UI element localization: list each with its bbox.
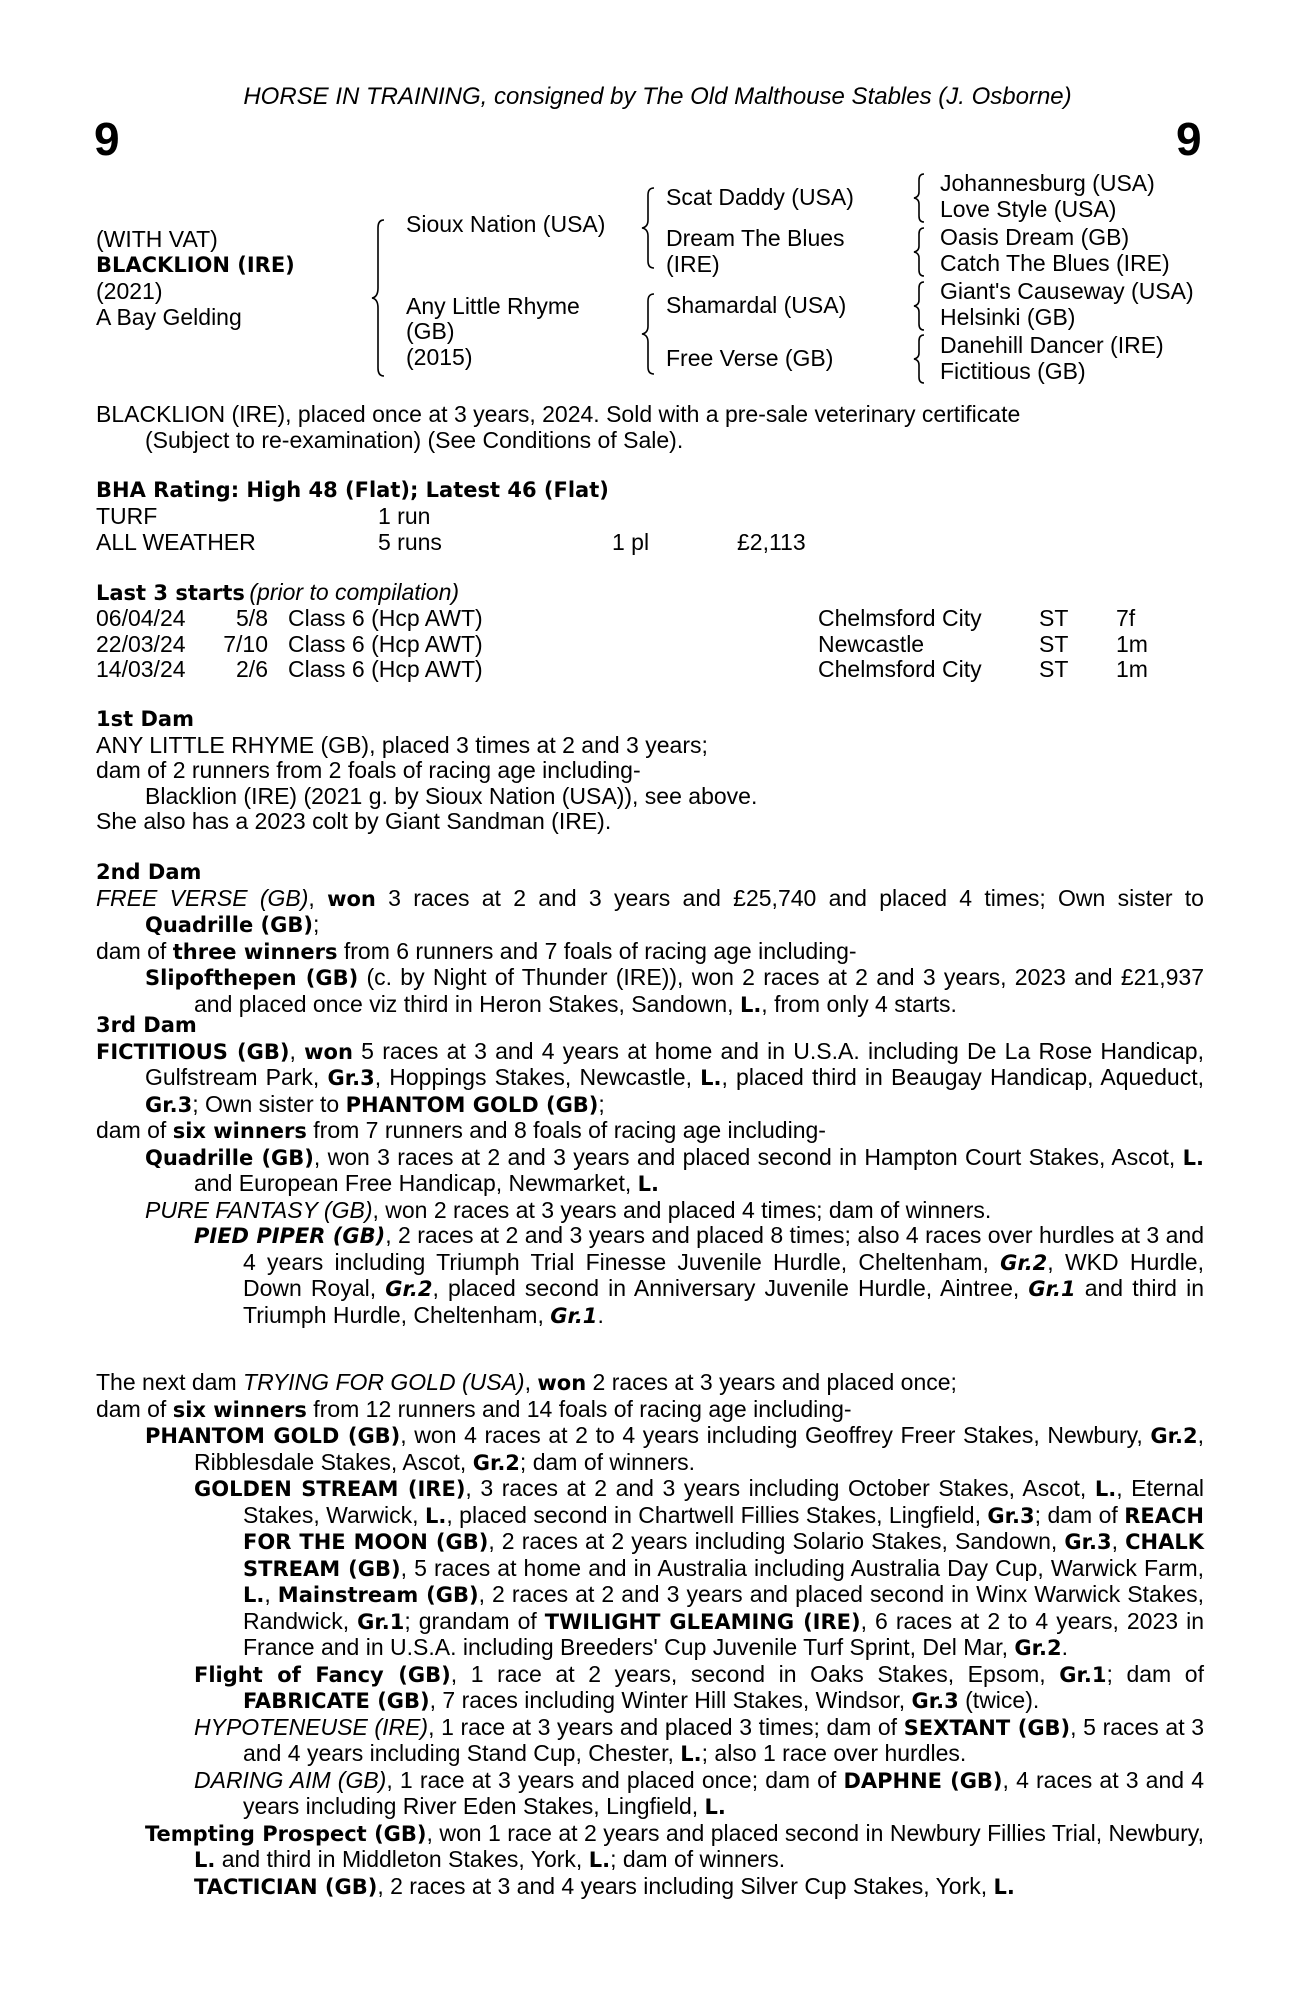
horse-description: A Bay Gelding <box>96 304 242 330</box>
second-dam-entry: FREE VERSE (GB), won 3 races at 2 and 3 years and £25,740 and placed 4 times; Own sister to Quadrille (GB); <box>96 884 1204 937</box>
start-distance: 1m <box>1116 656 1148 682</box>
horse-name: BLACKLION (IRE) <box>96 253 295 277</box>
intro-line2: (Subject to re-examination) (See Conditions of Sale). <box>145 426 684 453</box>
dam-sire: Shamardal (USA) <box>666 292 847 318</box>
next-dam-runner: Tempting Prospect (GB), won 1 race at 2 years and placed second in Newbury Fillies Trial, Newbury, L. and third in Middleton Stakes, York, L.; dam of winners. <box>145 1819 1204 1872</box>
pedigree-bracket-dam <box>640 292 656 376</box>
second-dam-heading: 2nd Dam <box>96 860 202 884</box>
next-dam-grandchild: DARING AIM (GB), 1 race at 3 years and placed once; dam of DAPHNE (GB), 4 races at 3 and 4 years including River Eden Stakes, Lingfield, L. <box>194 1766 1204 1819</box>
intro-paragraph <box>96 402 1204 453</box>
grandsire-4: Catch The Blues (IRE) <box>940 250 1170 276</box>
start-date: 14/03/24 <box>96 656 186 682</box>
start-going: ST <box>1039 631 1069 657</box>
dam-name-line3: (2015) <box>406 344 473 370</box>
start-position: 2/6 <box>236 656 268 682</box>
second-dam-section <box>96 860 1204 1018</box>
third-dam-heading: 3rd Dam <box>96 1013 197 1037</box>
first-dam-heading: 1st Dam <box>96 707 194 731</box>
rating-row-surface: ALL WEATHER <box>96 529 256 555</box>
intro-line1: BLACKLION (IRE), placed once at 3 years, 2024. Sold with a pre-sale veterinary certificate <box>96 401 1021 427</box>
next-dam-grandchild: Flight of Fancy (GB), 1 race at 2 years, second in Oaks Stakes, Epsom, Gr.1; dam of FABRICATE (GB), 7 races including Winter Hill Stakes, Windsor, Gr.3 (twice). <box>194 1660 1204 1713</box>
start-position: 7/10 <box>223 631 268 657</box>
start-date: 22/03/24 <box>96 631 186 657</box>
next-dam-grandchild: HYPOTENEUSE (IRE), 1 race at 3 years and placed 3 times; dam of SEXTANT (GB), 5 races at 3 and 4 years including Stand Cup, Chester, L.; also 1 race over hurdles. <box>194 1713 1204 1766</box>
pedigree-bracket-sire <box>640 186 656 270</box>
rating-row-runs: 1 run <box>378 503 431 529</box>
pedigree-bracket-g34 <box>912 226 926 278</box>
third-dam-runner: Quadrille (GB), won 3 races at 2 and 3 years and placed second in Hampton Court Stakes, Ascot, L. and European Free Handicap, Newmarket, L. <box>145 1143 1204 1196</box>
lot-number-right: 9 <box>1176 113 1202 165</box>
start-course: Chelmsford City <box>818 656 982 682</box>
next-dam-grandchild: TACTICIAN (GB), 2 races at 3 and 4 years including Silver Cup Stakes, York, L. <box>194 1872 1015 1899</box>
start-going: ST <box>1039 605 1069 631</box>
start-position: 5/8 <box>236 605 268 631</box>
next-dam-section <box>96 1370 1204 1900</box>
page-title: HORSE IN TRAINING, consigned by The Old Malthouse Stables (J. Osborne) <box>243 83 1072 110</box>
third-dam-runner: PURE FANTASY (GB), won 2 races at 3 years and placed 4 times; dam of winners. <box>145 1196 992 1223</box>
dam-dam: Free Verse (GB) <box>666 345 834 371</box>
start-date: 06/04/24 <box>96 605 186 631</box>
start-distance: 1m <box>1116 631 1148 657</box>
start-course: Chelmsford City <box>818 605 982 631</box>
third-dam-grandson: PIED PIPER (GB), 2 races at 2 and 3 years and placed 8 times; also 4 races over hurdles at 3 and 4 years including Triumph Trial Finesse Juvenile Hurdle, Cheltenham, Gr.2, WKD Hurdle, Down Royal, Gr.2, placed second in Anniversary Juvenile Hurdle, Aintree, Gr.1 and third in Triumph Hurdle, Cheltenham, Gr.1. <box>194 1222 1204 1328</box>
pedigree-bracket-g12 <box>912 172 926 224</box>
third-dam-section <box>96 1013 1204 1329</box>
next-dam-produce: dam of six winners from 12 runners and 14 foals of racing age including- <box>96 1395 852 1422</box>
pedigree-bracket-g78 <box>912 333 926 385</box>
start-race: Class 6 (Hcp AWT) <box>288 605 483 631</box>
horse-year: (2021) <box>96 278 163 304</box>
next-dam-entry: The next dam TRYING FOR GOLD (USA), won 2 races at 3 years and placed once; <box>96 1369 957 1395</box>
start-race: Class 6 (Hcp AWT) <box>288 631 483 657</box>
first-dam-line: ANY LITTLE RHYME (GB), placed 3 times at 2 and 3 years; <box>96 731 708 758</box>
first-dam-line: Blacklion (IRE) (2021 g. by Sioux Nation (USA)), see above. <box>145 782 758 809</box>
sire-dam-line1: Dream The Blues <box>666 225 845 251</box>
start-race: Class 6 (Hcp AWT) <box>288 656 483 682</box>
next-dam-runner: PHANTOM GOLD (GB), won 4 races at 2 to 4 years including Geoffrey Freer Stakes, Newbury, Gr.2, Ribblesdale Stakes, Ascot, Gr.2; dam of winners. <box>145 1422 1204 1475</box>
first-dam-section <box>96 707 1204 835</box>
first-dam-line: She also has a 2023 colt by Giant Sandman (IRE). <box>96 808 612 834</box>
grandsire-7: Danehill Dancer (IRE) <box>940 332 1164 358</box>
grandsire-6: Helsinki (GB) <box>940 304 1076 330</box>
rating-row-placed: 1 pl <box>612 529 650 555</box>
last-starts-note: (prior to compilation) <box>249 579 460 605</box>
vat-label: (WITH VAT) <box>96 226 218 252</box>
grandsire-8: Fictitious (GB) <box>940 358 1086 384</box>
sire-name: Sioux Nation (USA) <box>406 211 606 237</box>
sire-dam-line2: (IRE) <box>666 251 720 277</box>
rating-row-prize: £2,113 <box>737 529 806 555</box>
start-going: ST <box>1039 656 1069 682</box>
rating-row-runs: 5 runs <box>378 529 442 555</box>
dam-name-line1: Any Little Rhyme <box>406 293 580 319</box>
third-dam-entry: FICTITIOUS (GB), won 5 races at 3 and 4 years at home and in U.S.A. including De La Rose Handicap, Gulfstream Park, Gr.3, Hoppings Stakes, Newcastle, L., placed third in Beaugay Handicap, Aqueduct, Gr.3; Own sister to PHANTOM GOLD (GB); <box>96 1037 1204 1117</box>
lot-number-left: 9 <box>94 113 120 165</box>
first-dam-line: dam of 2 runners from 2 foals of racing age including- <box>96 757 641 783</box>
rating-heading: BHA Rating: High 48 (Flat); Latest 46 (Flat) <box>96 478 609 502</box>
grandsire-1: Johannesburg (USA) <box>940 170 1155 196</box>
third-dam-produce: dam of six winners from 7 runners and 8 foals of racing age including- <box>96 1117 826 1143</box>
second-dam-produce: dam of three winners from 6 runners and 7 foals of racing age including- <box>96 937 857 964</box>
pedigree-bracket-g56 <box>912 280 926 332</box>
start-course: Newcastle <box>818 631 925 657</box>
grandsire-5: Giant's Causeway (USA) <box>940 278 1194 304</box>
next-dam-grandchild: GOLDEN STREAM (IRE), 3 races at 2 and 3 years including October Stakes, Ascot, L., Eternal Stakes, Warwick, L., placed second in Chartwell Fillies Stakes, Lingfield, Gr.3; dam of REACH FOR THE MOON (GB), 2 races at 2 years including Solario Stakes, Sandown, Gr.3, CHALK STREAM (GB), 5 races at home and in Australia including Australia Day Cup, Warwick Farm, L., Mainstream (GB), 2 races at 2 and 3 years and placed second in Winx Warwick Stakes, Randwick, Gr.1; grandam of TWILIGHT GLEAMING (IRE), 6 races at 2 to 4 years, 2023 in France and in U.S.A. including Breeders' Cup Juvenile Turf Sprint, Del Mar, Gr.2. <box>194 1475 1205 1660</box>
last-starts-title: Last 3 starts <box>96 581 245 605</box>
start-distance: 7f <box>1116 605 1136 631</box>
pedigree-bracket-main <box>370 218 386 378</box>
dam-name-line2: (GB) <box>406 318 455 344</box>
grandsire-2: Love Style (USA) <box>940 196 1117 222</box>
sire-sire: Scat Daddy (USA) <box>666 184 854 210</box>
grandsire-3: Oasis Dream (GB) <box>940 224 1130 250</box>
second-dam-runner: Slipofthepen (GB) (c. by Night of Thunder (IRE)), won 2 races at 2 and 3 years, 2023 and £21,937 and placed once viz third in Heron Stakes, Sandown, L., from only 4 starts. <box>145 964 1205 1017</box>
rating-row-surface: TURF <box>96 503 158 529</box>
